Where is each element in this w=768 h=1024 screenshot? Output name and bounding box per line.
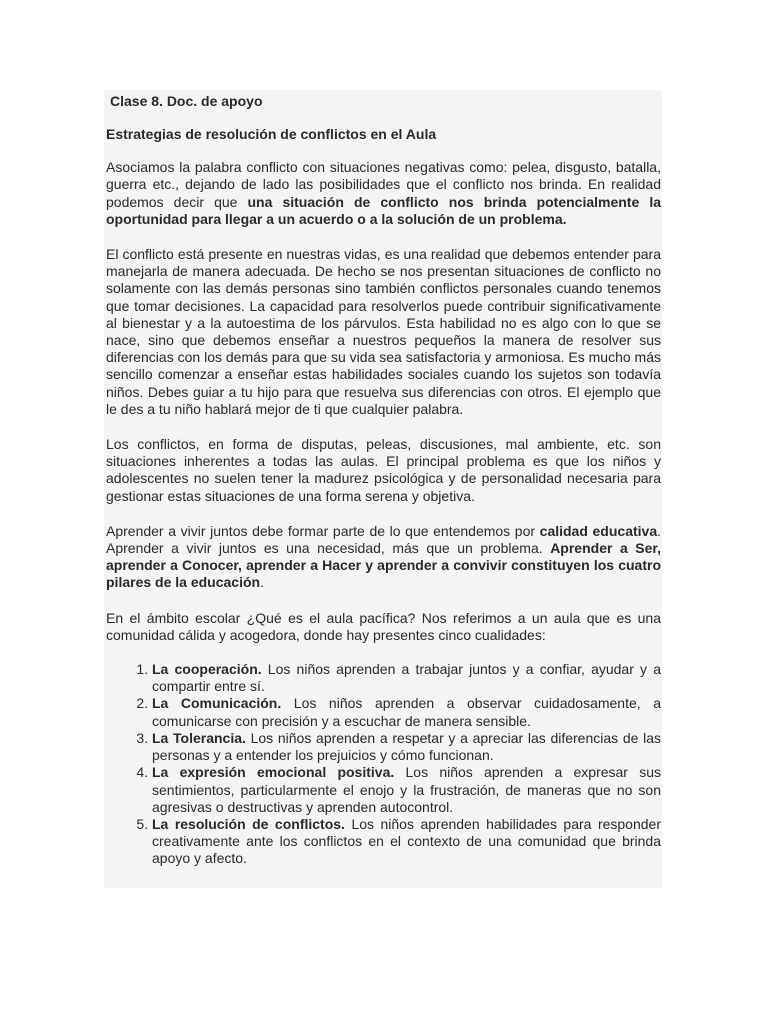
paragraph-conflict-forms: Los conflictos, en forma de disputas, peleas, discusiones, mal ambiente, etc. son situaciones inherentes a todas las aulas. El principal problema es que los niños y adolescentes no suelen tener la madurez psicológica y de personalidad necesaria para gestionar estas situaciones de una forma serena y objetiva. (106, 436, 661, 504)
list-item (152, 764, 661, 816)
section-heading: Estrategias de resolución de conflictos en el Aula (106, 126, 437, 142)
quality-term: La Tolerancia. (152, 729, 246, 746)
paragraph-intro (106, 159, 661, 228)
quality-description: Los niños aprenden a respetar y a apreciar las diferencias de las personas y a entender los prejuicios y cómo funcionan. (152, 729, 662, 764)
paragraph-text: . (260, 574, 264, 591)
list-item (152, 730, 661, 764)
qualities-list (106, 661, 661, 867)
paragraph-bold: calidad educativa (539, 522, 658, 539)
paragraph-learn-together (106, 523, 661, 592)
document-content (106, 93, 661, 868)
list-item (152, 695, 661, 729)
quality-description: Los niños aprenden a observar cuidadosamente, a comunicarse con precisión y a escuchar de manera sensible. (152, 695, 661, 729)
paragraph-text: Aprender a vivir juntos debe formar parte de lo que entendemos por (106, 522, 540, 539)
quality-term: La expresión emocional positiva. (152, 764, 395, 781)
paragraph-peaceful-classroom: En el ámbito escolar ¿Qué es el aula pacífica? Nos referimos a un aula que es una comunidad cálida y acogedora, donde hay presentes cinco cualidades: (106, 609, 661, 643)
document-title: Clase 8. Doc. de apoyo (110, 93, 263, 109)
quality-description: Los niños aprenden a expresar sus sentimientos, particularmente el enojo y la frustración, de maneras que no son agresivas o destructivas y aprenden autocontrol. (152, 764, 661, 815)
quality-term: La Comunicación. (152, 695, 282, 712)
paragraph-bold: Aprender a Ser, aprender a Conocer, aprender a Hacer y aprender a convivir constituyen los cuatro pilares de la educación (106, 540, 661, 591)
paragraph-conflict-presence: El conflicto está presente en nuestras vidas, es una realidad que debemos entender para manejarla de manera adecuada. De hecho se nos presentan situaciones de conflicto no solamente con las demás personas sino también conflictos personales cuando tenemos que tomar decisiones. La capacidad para resolverlos puede contribuir significativamente al bienestar y a la autoestima de los párvulos. Esta habilidad no es algo con lo que se nace, sino que debemos enseñar a nuestros pequeños la manera de resolver sus diferencias con los demás para que su vida sea satisfactoria y armoniosa. Es mucho más sencillo comenzar a enseñar estas habilidades sociales cuando los sujetos son todavía niños. Debes guiar a tu hijo para que resuelva sus diferencias con otros. El ejemplo que le des a tu niño hablará mejor de ti que cualquier palabra. (106, 246, 661, 417)
quality-description: Los niños aprenden a trabajar juntos y a confiar, ayudar y a compartir entre sí. (152, 661, 661, 695)
list-item (152, 661, 661, 695)
list-item (152, 816, 661, 868)
quality-description: Los niños aprenden habilidades para responder creativamente ante los conflictos en el contexto de una comunidad que brinda apoyo y afecto. (152, 815, 661, 867)
paragraph-text: Asociamos la palabra conflicto con situaciones negativas como: pelea, disgusto, batalla, guerra etc., dejando de lado las posibilidades que el conflicto nos brinda. En realidad podemos decir que (106, 159, 661, 210)
quality-term: La cooperación. (152, 661, 262, 678)
paragraph-text: . Aprender a vivir juntos es una necesidad, más que un problema. (106, 522, 661, 557)
quality-term: La resolución de conflictos. (152, 815, 345, 832)
paragraph-bold: una situación de conflicto nos brinda potencialmente la oportunidad para llegar a un acuerdo o a la solución de un problema. (106, 193, 662, 227)
